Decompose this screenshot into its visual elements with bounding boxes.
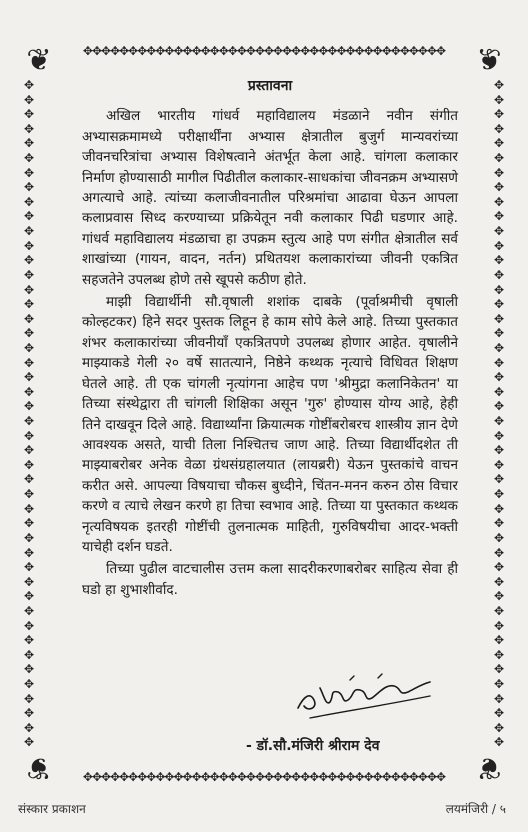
corner-ornament-icon: ❦ xyxy=(476,750,502,785)
border-left-ornament: ✥ ✥ ✥ ✥ ✥ ✥ ✥ ✥ ✥ ✥ ✥ ✥ ✥ ✥ ✥ ✥ ✥ ✥ ✥ ✥ ✥ ✥ ✥ ✥ ✥ ✥ ✥ ✥ ✥ ✥ ✥ ✥ ✥ ✥ ✥ ✥ ✥ ✥ ✥ ✥ ✥ ✥ ✥ ✥ ✥ ✥ xyxy=(23,78,35,750)
author-signature-line: - डॉ.सौ.मंजिरी श्रीराम देव xyxy=(246,738,380,754)
footer-publisher: संस्कार प्रकाशन xyxy=(18,802,86,816)
preface-content xyxy=(82,76,458,602)
handwritten-signature xyxy=(290,666,440,726)
border-bottom-ornament: ✥✥✥✥✥✥✥✥✥✥✥✥✥✥✥✥✥✥✥✥✥✥✥✥✥✥✥✥✥✥✥✥✥✥✥✥✥✥✥✥ xyxy=(82,770,446,784)
paragraph-intro: अखिल भारतीय गांधर्व महाविद्यालय मंडळाने नवीन संगीत अभ्यासक्रमामध्ये परीक्षार्थींना अभ्यास क्षेत्रातील बुजुर्ग मान्यवरांच्या जीवनचरित्रांचा अभ्यास विशेषत्वाने अंतर्भूत केला आहे. चांगला कलाकार निर्माण होण्यासाठी मागील पिढीतील कलाकार-साधकांचा जीवनक्रम अभ्यासणे अगत्याचे आहे. त्यांच्या कलाजीवनातील परिश्रमांचा आढावा घेऊन आपला कलाप्रवास सिध्द करण्याच्या प्रक्रियेतून नवी कलाकार पिढी घडणार आहे. गांधर्व महाविद्यालय मंडळाचा हा उपक्रम स्तुत्य आहे पण संगीत क्षेत्रातील सर्व शाखांच्या (गायन, वादन, नर्तन) प्रथितयश कलाकारांच्या जीवनी एकत्रित सहजतेने उपलब्ध होणे तसे खूपसे कठीण होते. xyxy=(82,108,458,288)
border-right-ornament: ✥ ✥ ✥ ✥ ✥ ✥ ✥ ✥ ✥ ✥ ✥ ✥ ✥ ✥ ✥ ✥ ✥ ✥ ✥ ✥ ✥ ✥ ✥ ✥ ✥ ✥ ✥ ✥ ✥ ✥ ✥ ✥ ✥ ✥ ✥ ✥ ✥ ✥ ✥ ✥ ✥ ✥ ✥ ✥ ✥ ✥ xyxy=(493,78,505,750)
page-title: प्रस्तावना xyxy=(247,78,293,94)
corner-ornament-icon: ❦ xyxy=(26,43,52,78)
footer-page-number: लयमंजिरी / ५ xyxy=(445,802,506,816)
corner-ornament-icon: ❦ xyxy=(26,750,52,785)
border-top-ornament: ✥✥✥✥✥✥✥✥✥✥✥✥✥✥✥✥✥✥✥✥✥✥✥✥✥✥✥✥✥✥✥✥✥✥✥✥✥✥✥✥ xyxy=(82,44,446,58)
paragraph-blessing: तिच्या पुढील वाटचालीस उत्तम कला सादरीकरणाबरोबर साहित्य सेवा ही घडो हा शुभाशीर्वाद. xyxy=(82,561,458,598)
corner-ornament-icon: ❦ xyxy=(476,43,502,78)
paragraph-about-author: माझी विद्यार्थीनी सौ.वृषाली शशांक दाबके (पूर्वाश्रमीची वृषाली कोल्हटकर) हिने सदर पुस्तक लिहून हे काम सोपे केले आहे. तिच्या पुस्तकात शंभर कलाकारांच्या जीवनीयाँ एकत्रितपणे उपलब्ध होणार आहेत. वृषालीने माझ्याकडे गेली २० वर्षे सातत्याने, निष्ठेने कथ्थक नृत्याचे विधिवत शिक्षण घेतले आहे. ती एक चांगली नृत्यांगना आहेच पण 'श्रीमुद्रा कलानिकेतन' या तिच्या संस्थेद्वारा ती चांगली शिक्षिका असून 'गुरु' होण्यास योग्य आहे, हेही तिने दाखवून दिले आहे. विद्यार्थ्यांना क्रियात्मक गोष्टींबरोबरच शास्त्रीय ज्ञान देणे आवश्यक असते, याची तिला निश्चितच जाण आहे. तिच्या विद्यार्थीदशेत ती माझ्याबरोबर अनेक वेळा ग्रंथसंग्रहालयात (लायब्ररी) येऊन पुस्तकांचे वाचन करीत असे. आपल्या विषयाचा चौकस बुध्दीने, चिंतन-मनन करुन ठोस विचार करणे व त्याचे लेखन करणे हा तिचा स्वभाव आहे. तिच्या या पुस्तकात कथ्थक नृत्यविषयक इतरही गोष्टींची तुलनात्मक माहिती, गुरुविषयीचा आदर-भक्ती याचेही दर्शन घडते. xyxy=(82,294,459,555)
